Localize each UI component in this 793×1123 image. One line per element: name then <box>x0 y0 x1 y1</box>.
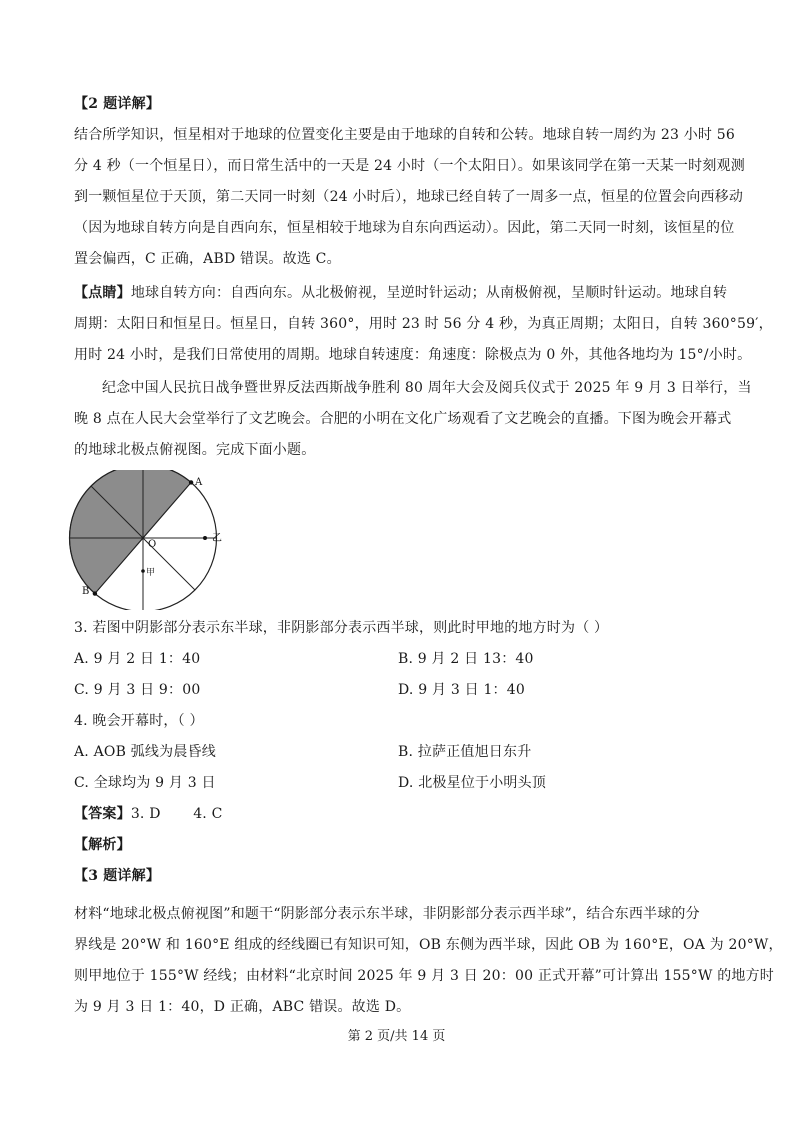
tip-text-1: 地球自转方向：自西向东。从北极俯视，呈逆时针运动；从南极俯视，呈顺时针运动。地球自转 <box>130 285 728 301</box>
label-B: B <box>82 586 90 597</box>
label-yi: 乙 <box>212 533 222 544</box>
q4-options-row-2 <box>74 773 734 793</box>
answer-text: 3. D 4. C <box>130 806 223 822</box>
point-jia <box>141 569 145 573</box>
para3-line-4: 为 9 月 3 日 1：40，D 正确，ABC 错误。故选 D。 <box>74 999 411 1015</box>
intro-line-3: 的地球北极点俯视图。完成下面小题。 <box>74 442 316 458</box>
tip-line-3: 用时 24 小时，是我们日常使用的周期。地球自转速度：角速度：除极点为 0 外，其他各地均为 15°/小时。 <box>74 347 752 363</box>
para3-line-3: 则甲地位于 155°W 经线；由材料“北京时间 2025 年 9 月 3 日 20：00 正式开幕”可计算出 155°W 的地方时 <box>74 968 775 984</box>
analysis-label: 【解析】 <box>74 837 131 853</box>
point-B <box>93 591 97 595</box>
para1-line-1: 结合所学知识，恒星相对于地球的位置变化主要是由于地球的自转和公转。地球自转一周约为 23 小时 56 <box>74 127 735 143</box>
shaded-eastern-hemisphere <box>70 470 192 594</box>
north-pole-view-figure <box>68 470 238 610</box>
label-O: O <box>148 539 157 550</box>
tip-label: 【点睛】 <box>74 285 131 301</box>
page-footer: 第 2 页/共 14 页 <box>347 1029 446 1044</box>
label-jia: 甲 <box>146 568 156 578</box>
tip-line-2: 周期：太阳日和恒星日。恒星日，自转 360°，用时 23 时 56 分 4 秒，为真正周期；太阳日，自转 360°59′， <box>74 316 773 332</box>
para3-line-1: 材料“地球北极点俯视图”和题干“阴影部分表示东半球，非阴影部分表示西半球”，结合东西半球的分 <box>74 906 700 922</box>
q3-stem: 3. 若图中阴影部分表示东半球，非阴影部分表示西半球，则此时甲地的地方时为（ ） <box>74 620 609 636</box>
para1-line-2: 分 4 秒（一个恒星日），而日常生活中的一天是 24 小时（一个太阳日）。如果该同学在第一天某一时刻观测 <box>74 158 745 174</box>
q4-options-row-1 <box>74 742 734 762</box>
q3-option-C: C. 9 月 3 日 9：00 <box>74 682 201 698</box>
q4-stem: 4. 晚会开幕时，（ ） <box>74 713 204 729</box>
para1-line-3: 到一颗恒星位于天顶，第二天同一时刻（24 小时后），地球已经自转了一周多一点，恒星的位置会向西移动 <box>74 189 744 205</box>
q3-option-D: D. 9 月 3 日 1：40 <box>398 682 525 698</box>
tip-line-1 <box>74 283 727 303</box>
answer-label: 【答案】 <box>74 806 131 822</box>
answer-line <box>74 804 223 824</box>
label-A: A <box>195 477 203 488</box>
para3-line-2: 界线是 20°W 和 160°E 组成的经线圈已有知识可知，OB 东侧为西半球，因此 OB 为 160°E，OA 为 20°W， <box>74 937 783 953</box>
para1-line-4: （因为地球自转方向是自西向东，恒星相较于地球为自东向西运动）。因此，第二天同一时刻，该恒星的位 <box>74 220 735 236</box>
q4-option-A: A. AOB 弧线为晨昏线 <box>74 744 216 760</box>
intro-line-2: 晚 8 点在人民大会堂举行了文艺晚会。合肥的小明在文化广场观看了文艺晚会的直播。下图为晚会开幕式 <box>74 411 732 427</box>
section3-title: 【3 题详解】 <box>74 868 161 884</box>
point-A <box>189 480 193 484</box>
para1-line-5: 置会偏西，C 正确，ABD 错误。故选 C。 <box>74 251 341 267</box>
intro-line-1: 纪念中国人民抗日战争暨世界反法西斯战争胜利 80 周年大会及阅兵仪式于 2025 年 9 月 3 日举行，当 <box>102 380 752 396</box>
point-yi <box>203 536 207 540</box>
q3-option-A: A. 9 月 2 日 1：40 <box>74 651 201 667</box>
q3-options-row-1 <box>74 649 734 669</box>
q4-option-D: D. 北极星位于小明头顶 <box>398 775 547 791</box>
q4-option-B: B. 拉萨正值旭日东升 <box>398 744 532 760</box>
q4-option-C: C. 全球均为 9 月 3 日 <box>74 775 216 791</box>
section2-title: 【2 题详解】 <box>74 96 161 112</box>
q3-option-B: B. 9 月 2 日 13：40 <box>398 651 534 667</box>
q3-options-row-2 <box>74 680 734 700</box>
